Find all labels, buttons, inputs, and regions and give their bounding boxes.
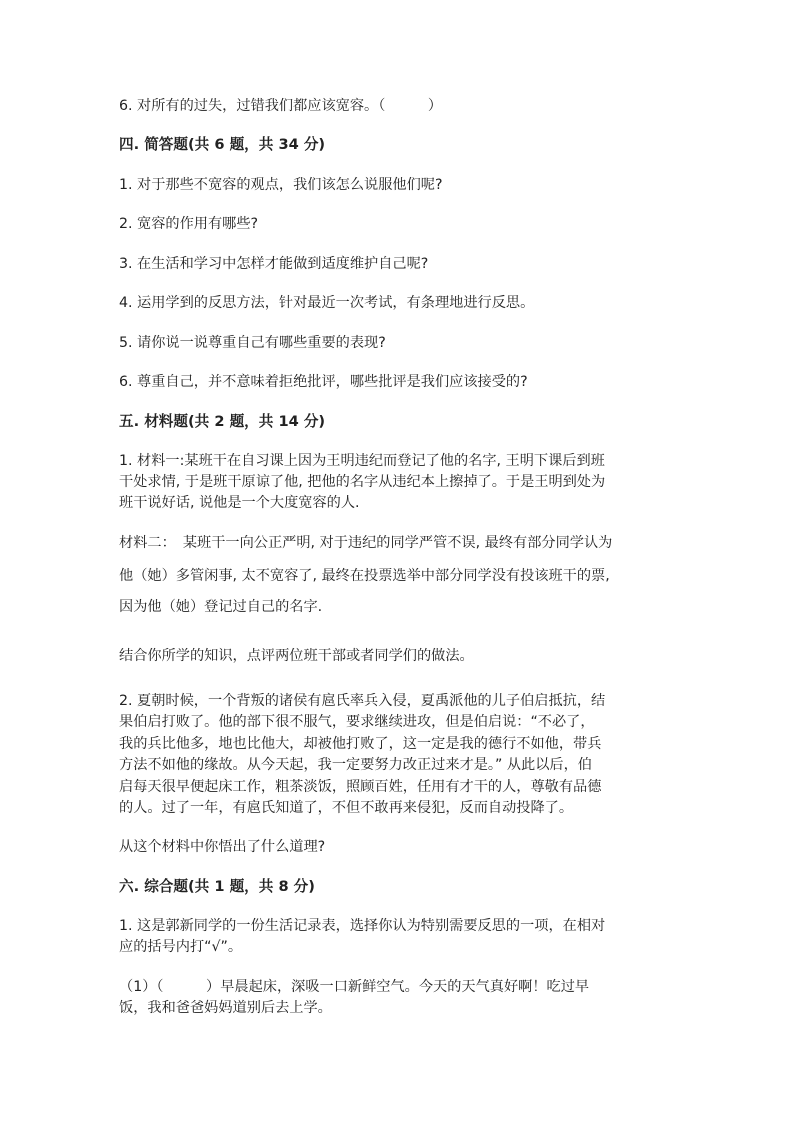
material-question-2-line-1: 2. 夏朝时候，一个背叛的诸侯有扈氏率兵入侵，夏禹派他的儿子伯启抵抗，结 <box>119 693 606 709</box>
material-question-2-line-3: 我的兵比他多，地也比他大，却被他打败了，这一定是我的德行不如他，带兵 <box>119 736 602 752</box>
section-6-heading: 六. 综合题(共 1 题，共 8 分) <box>119 878 315 895</box>
material-1-line-1: 1. 材料一:某班干在自习课上因为王明违纪而登记了他的名字, 王明下课后到班 <box>119 453 605 469</box>
material-question-2-line-2: 果伯启打败了。他的部下很不服气，要求继续进攻，但是伯启说：“不必了， <box>119 714 595 730</box>
material-1-line-3: 班干说好话, 说他是一个大度宽容的人. <box>119 495 360 511</box>
comprehensive-question-1-line-2: 应的括号内打“√”。 <box>119 939 243 955</box>
short-answer-question-4: 4. 运用学到的反思方法，针对最近一次考试，有条理地进行反思。 <box>119 295 535 311</box>
material-question-2-prompt: 从这个材料中你悟出了什么道理? <box>119 839 326 855</box>
record-item-1-line-1: （1）（ ）早晨起床，深吸一口新鲜空气。今天的天气真好啊！吃过早 <box>119 979 590 995</box>
short-answer-question-2: 2. 宽容的作用有哪些? <box>119 216 259 232</box>
material-2-line-1: 材料二： 某班干一向公正严明, 对于违纪的同学严管不误, 最终有部分同学认为 <box>119 535 613 551</box>
short-answer-question-1: 1. 对于那些不宽容的观点，我们该怎么说服他们呢? <box>119 177 443 193</box>
material-1-line-2: 干处求情, 于是班干原谅了他, 把他的名字从违纪本上擦掉了。于是王明到处为 <box>119 474 606 490</box>
material-2-line-2: 他（她）多管闲事, 太不宽容了, 最终在投票选举中部分同学没有投该班干的票, <box>119 568 610 584</box>
short-answer-question-5: 5. 请你说一说尊重自己有哪些重要的表现? <box>119 335 386 351</box>
short-answer-question-6: 6. 尊重自己，并不意味着拒绝批评，哪些批评是我们应该接受的? <box>119 374 528 390</box>
material-question-1-prompt: 结合你所学的知识，点评两位班干部或者同学们的做法。 <box>119 648 474 664</box>
comprehensive-question-1-line-1: 1. 这是郭新同学的一份生活记录表，选择你认为特别需要反思的一项，在相对 <box>119 918 606 934</box>
section-5-heading: 五. 材料题(共 2 题，共 14 分) <box>119 413 326 430</box>
short-answer-question-3: 3. 在生活和学习中怎样才能做到适度维护自己呢? <box>119 256 429 272</box>
record-item-1-line-2: 饭，我和爸爸妈妈道别后去上学。 <box>119 1000 332 1016</box>
material-question-2-line-5: 启每天很早便起床工作，粗茶淡饭，照顾百姓，任用有才干的人，尊敬有品德 <box>119 779 602 795</box>
material-question-2-line-4: 方法不如他的缘故。从今天起，我一定要努力改正过来才是。” 从此以后，伯 <box>119 757 592 773</box>
material-2-line-3: 因为他（她）登记过自己的名字. <box>119 599 323 615</box>
material-question-2-line-6: 的人。过了一年，有扈氏知道了，不但不敢再来侵犯，反而自动投降了。 <box>119 800 574 816</box>
section-4-heading: 四. 简答题(共 6 题，共 34 分) <box>119 136 326 153</box>
true-false-question-6: 6. 对所有的过失，过错我们都应该宽容。（ ） <box>119 98 443 114</box>
